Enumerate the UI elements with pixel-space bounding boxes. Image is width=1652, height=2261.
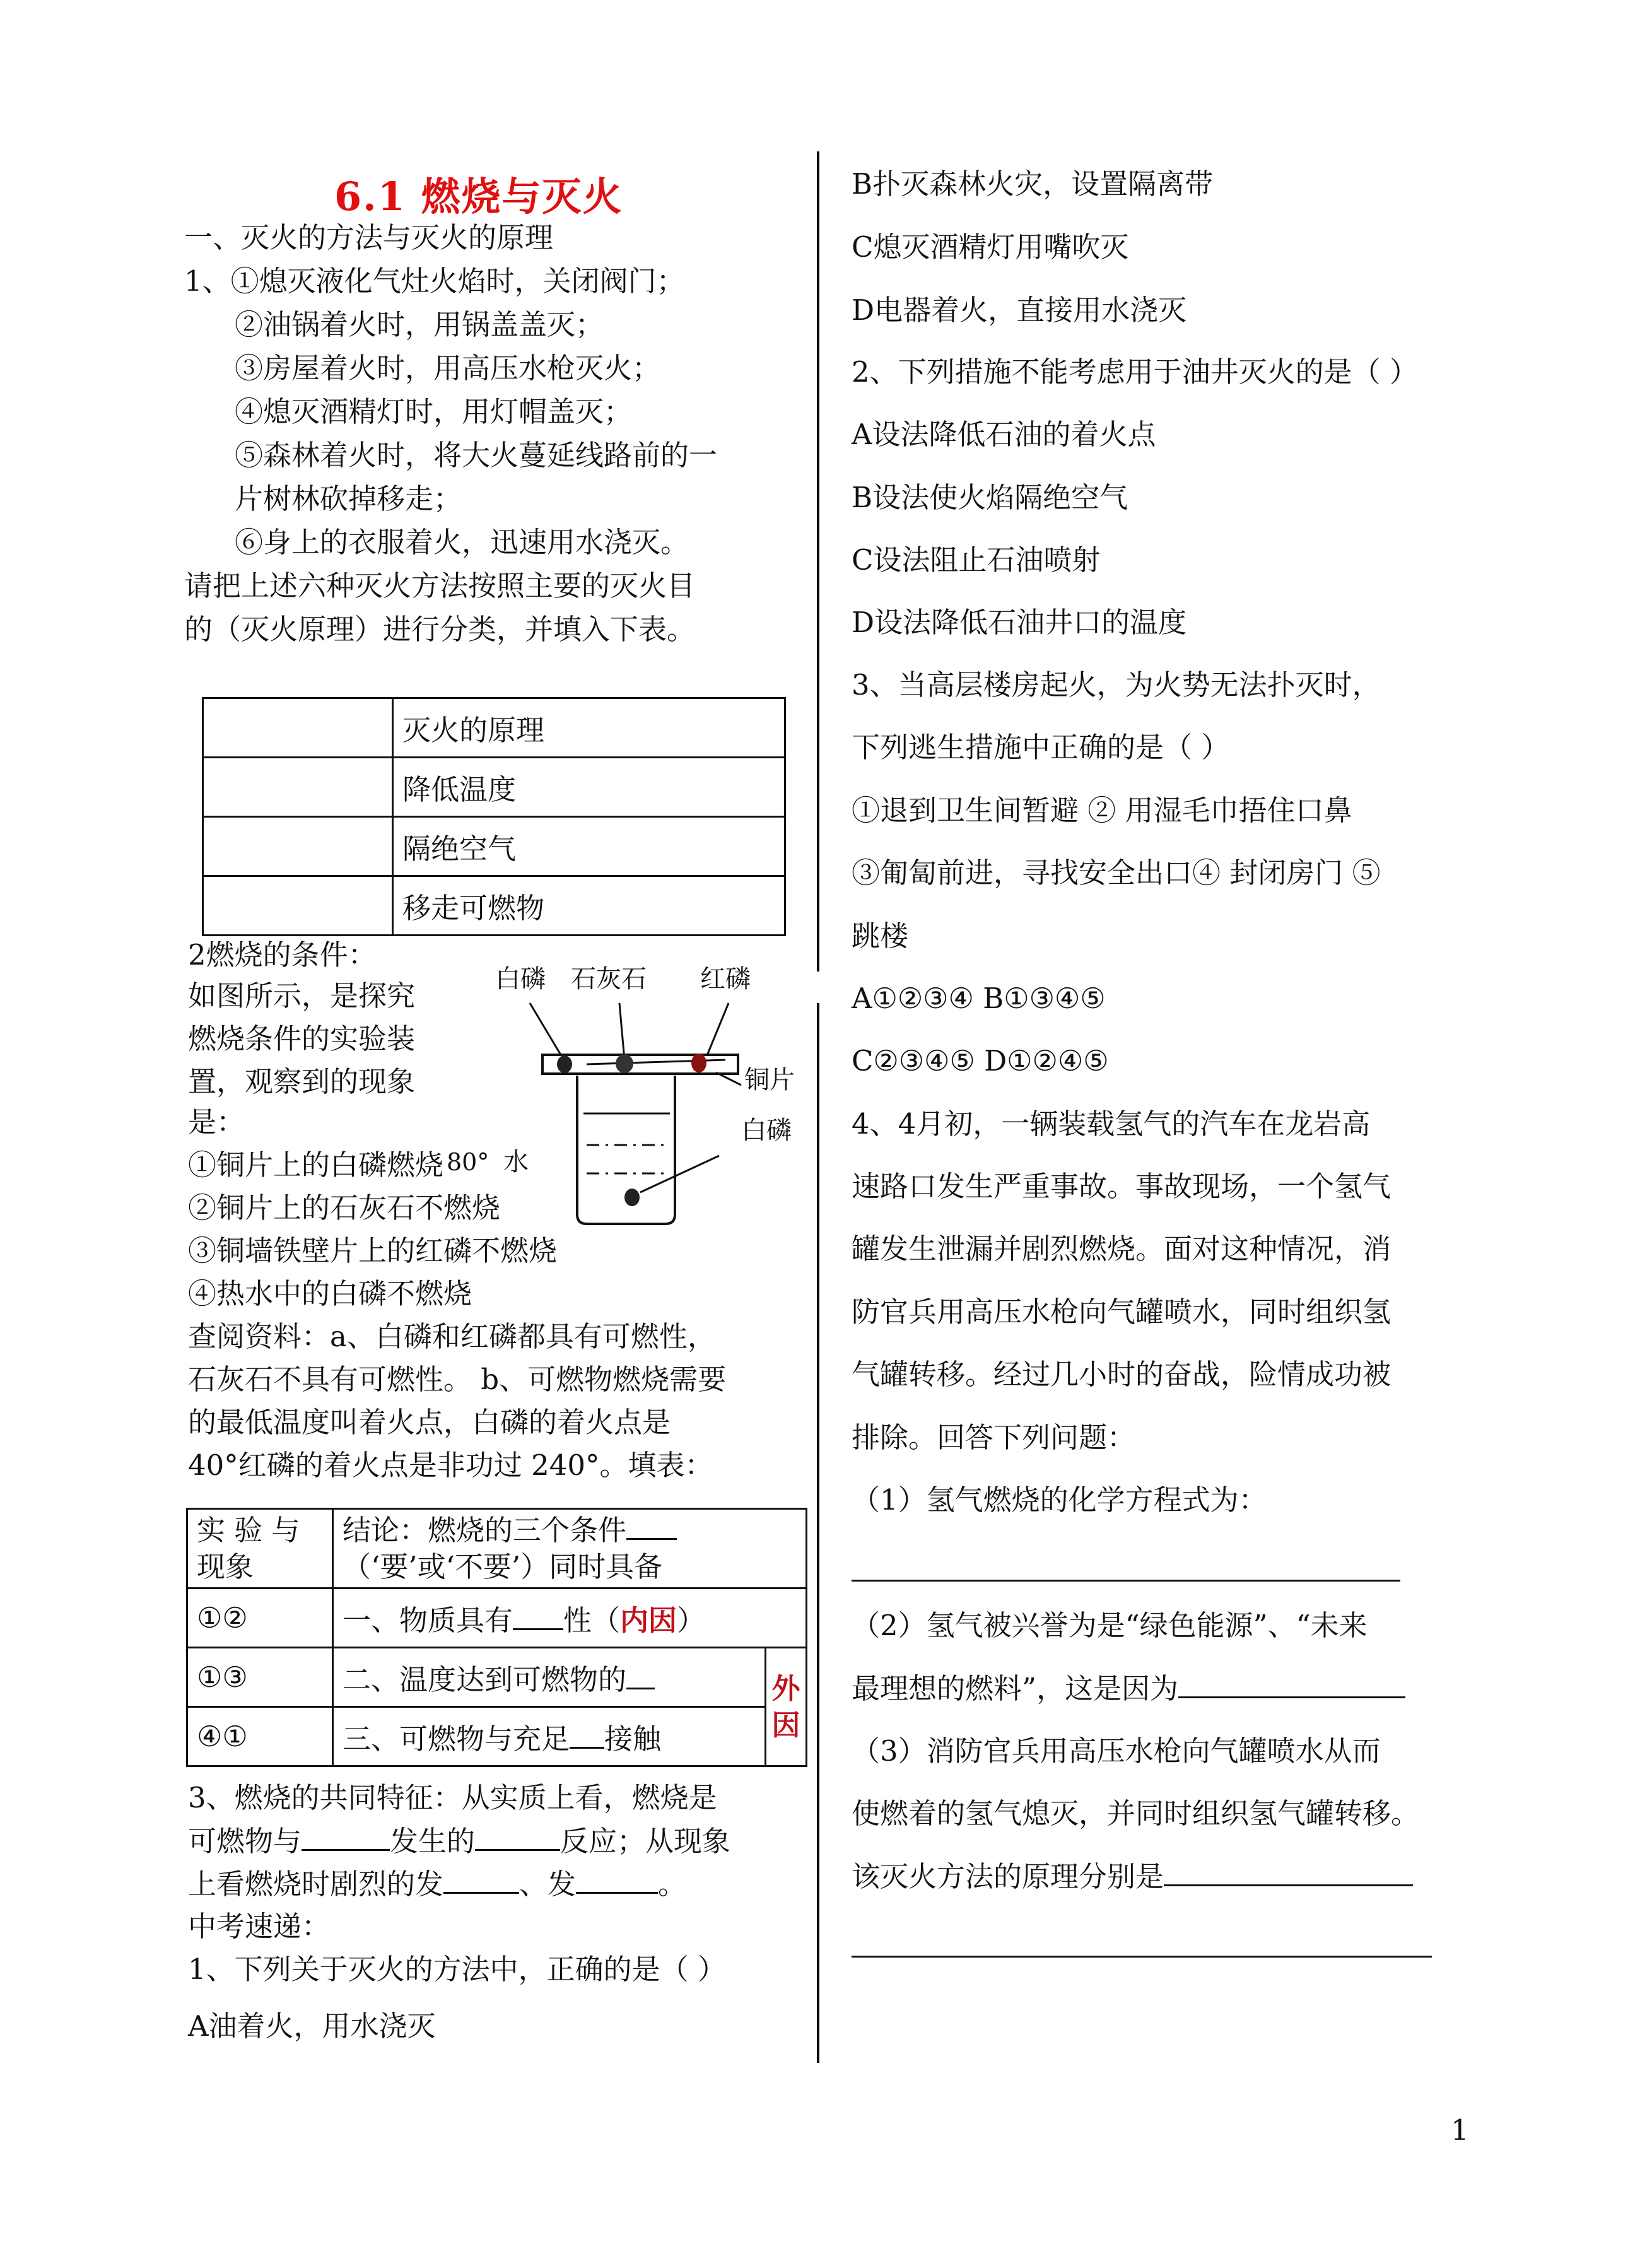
table-cell	[203, 698, 393, 758]
answer-blank[interactable]	[626, 1662, 655, 1689]
answer-blank[interactable]	[302, 1824, 390, 1851]
section2-desc: 如图所示，是探究	[188, 979, 416, 1013]
label-red-phosphorus: 红磷	[700, 965, 751, 994]
table-cell: 隔绝空气	[393, 817, 785, 876]
column-divider-top	[817, 151, 819, 972]
page-number: 1	[1451, 2113, 1469, 2147]
section2-heading: 2燃烧的条件：	[188, 938, 377, 972]
page-title: 6.1 燃烧与灭火	[334, 173, 623, 220]
exam-question: 3、当高层楼房起火，为火势无法扑灭时，	[852, 668, 1381, 702]
external-cause-cell: 外因	[766, 1648, 807, 1766]
exam-question: ①退到卫生间暂避 ② 用湿毛巾捂住口鼻	[852, 794, 1352, 827]
label-limestone: 石灰石	[571, 965, 647, 994]
section3-text: 反应；从现象	[560, 1824, 731, 1858]
exam-option: A设法降低石油的着火点	[852, 418, 1156, 451]
exam-question: 跳楼	[852, 919, 909, 953]
section3-line	[188, 1867, 686, 1901]
conditions-table	[186, 1508, 807, 1767]
answer-blank[interactable]	[1164, 1859, 1413, 1886]
exam-heading: 中考速递：	[188, 1910, 331, 1943]
q1-item: ③房屋着火时，用高压水枪灭火；	[235, 351, 661, 385]
condition-text: 性（	[563, 1604, 621, 1637]
table-cell: ④①	[187, 1707, 333, 1766]
condition-text: 三、可燃物与充足	[343, 1722, 570, 1756]
condition-text: 二、温度达到可燃物的	[343, 1663, 627, 1696]
q4-sub: 使燃着的氢气熄灭，并同时组织氢气罐转移。	[852, 1797, 1420, 1830]
condition-text: ）	[677, 1604, 706, 1637]
answer-blank[interactable]	[443, 1867, 519, 1894]
answer-line[interactable]	[852, 1956, 1432, 1958]
section3-line: 3、燃烧的共同特征：从实质上看，燃烧是	[188, 1781, 717, 1814]
limestone-dot	[616, 1054, 633, 1073]
section3-text: 发生的	[390, 1824, 476, 1858]
observation: ②铜片上的石灰石不燃烧	[188, 1191, 501, 1224]
label-white-phosphorus-water: 白磷	[741, 1116, 792, 1145]
exam-question: 1、下列关于灭火的方法中，正确的是（ ）	[188, 1953, 726, 1986]
q4-text: 速路口发生严重事故。事故现场，一个氢气	[852, 1170, 1391, 1203]
q4-text: 罐发生泄漏并剧烈燃烧。面对这种情况，消	[852, 1232, 1391, 1266]
table-cell	[333, 1589, 807, 1648]
q4-sub	[852, 1671, 1405, 1706]
answer-blank[interactable]	[626, 1513, 677, 1540]
section3-text: 可燃物与	[188, 1824, 302, 1858]
pointer-line	[619, 1003, 624, 1060]
reference-line: 的最低温度叫着火点，白磷的着火点是	[188, 1406, 671, 1439]
exam-question: ③匍匐前进，寻找安全出口④ 封闭房门 ⑤	[852, 856, 1381, 890]
reference-line: 查阅资料：a、白磷和红磷都具有可燃性，	[188, 1320, 716, 1353]
exam-option: D电器着火，直接用水浇灭	[852, 293, 1187, 327]
exam-option: D设法降低石油井口的温度	[852, 606, 1187, 639]
exam-option: C②③④⑤ D①②④⑤	[852, 1044, 1109, 1078]
q1-item: ②油锅着火时，用锅盖盖灭；	[235, 308, 604, 341]
table-cell: 降低温度	[393, 758, 785, 817]
condition-text: 一、物质具有	[343, 1604, 513, 1637]
observation: ①铜片上的白磷燃烧	[188, 1148, 444, 1182]
instruction-line: 的（灭火原理）进行分类，并填入下表。	[184, 613, 696, 646]
exam-option: C设法阻止石油喷射	[852, 543, 1101, 577]
exam-option: B设法使火焰隔绝空气	[852, 481, 1128, 514]
pointer-line	[705, 1003, 729, 1060]
section2-desc: 燃烧条件的实验装	[188, 1022, 416, 1055]
section3-text: 、发	[519, 1867, 577, 1901]
table-cell[interactable]	[203, 758, 393, 817]
table-cell: 移走可燃物	[393, 876, 785, 936]
exam-option: B扑灭森林火灾，设置隔离带	[852, 167, 1214, 201]
reference-line: 40°红磷的着火点是非功过 240°。填表：	[188, 1448, 713, 1482]
exam-question: 下列逃生措施中正确的是（ ）	[852, 731, 1230, 764]
table-cell[interactable]	[203, 876, 393, 936]
exam-option: A油着火，用水浇灭	[188, 2009, 436, 2043]
q4-sub: （1）氢气燃烧的化学方程式为：	[852, 1483, 1267, 1517]
q4-sub: （3）消防官兵用高压水枪向气罐喷水从而	[852, 1734, 1381, 1768]
conclusion-text: 结论：燃烧的三个条件	[343, 1513, 627, 1547]
answer-blank[interactable]	[570, 1722, 604, 1749]
section3-line	[188, 1824, 730, 1859]
label-white-phosphorus: 白磷	[495, 965, 546, 994]
reference-line: 石灰石不具有可燃性。 b、可燃物燃烧需要	[188, 1363, 727, 1396]
q1-item: ④熄灭酒精灯时，用灯帽盖灭；	[235, 395, 633, 428]
table-header-cell	[333, 1509, 807, 1589]
q4-text: 防官兵用高压水枪向气罐喷水，同时组织氢	[852, 1295, 1391, 1329]
answer-blank[interactable]	[513, 1603, 563, 1630]
principle-table	[202, 697, 786, 936]
table-cell: 灭火的原理	[393, 698, 785, 758]
condition-text: 接触	[604, 1722, 662, 1756]
internal-cause-label: 内因	[620, 1604, 677, 1637]
section1-heading: 一、灭火的方法与灭火的原理	[184, 221, 554, 254]
section3-text: 。	[658, 1867, 687, 1901]
red-phosphorus-dot	[691, 1054, 706, 1072]
table-cell[interactable]	[203, 817, 393, 876]
label-temperature: 80°	[447, 1148, 489, 1176]
answer-blank[interactable]	[475, 1824, 560, 1851]
table-cell	[333, 1648, 766, 1707]
label-copper: 铜片	[744, 1066, 795, 1095]
q1-item: 片树林砍掉移走；	[235, 482, 462, 515]
q4-sub-text: 最理想的燃料”，这是因为	[852, 1672, 1179, 1705]
table-cell	[333, 1707, 766, 1766]
answer-line[interactable]	[852, 1580, 1400, 1582]
exam-option: C熄灭酒精灯用嘴吹灭	[852, 230, 1129, 264]
white-phosphorus-in-water	[624, 1189, 640, 1206]
pointer-line	[530, 1003, 565, 1061]
q1-item: ⑤森林着火时，将大火蔓延线路前的一	[235, 438, 718, 472]
table-header-cell: 实 验 与 现象	[187, 1509, 333, 1589]
table-cell: ①②	[187, 1589, 333, 1648]
section3-text: 上看燃烧时剧烈的发	[188, 1867, 444, 1901]
observation: ④热水中的白磷不燃烧	[188, 1277, 472, 1310]
section2-desc: 置，观察到的现象	[188, 1065, 416, 1098]
conclusion-text: （‘要’或‘不要’）同时具备	[343, 1549, 663, 1583]
q1-intro: 1、①熄灭液化气灶火焰时，关闭阀门；	[184, 264, 685, 298]
table-cell: ①③	[187, 1648, 333, 1707]
exam-option: A①②③④ B①③④⑤	[852, 982, 1106, 1015]
instruction-line: 请把上述六种灭火方法按照主要的灭火目	[184, 569, 696, 602]
q4-text: 排除。回答下列问题：	[852, 1421, 1136, 1454]
answer-blank[interactable]	[1178, 1671, 1405, 1698]
q4-sub: （2）氢气被兴誉为是“绿色能源”、“未来	[852, 1609, 1368, 1642]
section2-desc: 是：	[188, 1105, 245, 1139]
label-water: 水	[503, 1148, 529, 1177]
observation: ③铜墙铁壁片上的红磷不燃烧	[188, 1234, 558, 1267]
q4-sub-text: 该灭火方法的原理分别是	[852, 1860, 1164, 1893]
q4-text: 4、4月初，一辆装载氢气的汽车在龙岩高	[852, 1107, 1371, 1141]
q1-item: ⑥身上的衣服着火，迅速用水浇灭。	[235, 526, 689, 559]
q4-text: 气罐转移。经过几小时的奋战，险情成功被	[852, 1358, 1391, 1391]
answer-blank[interactable]	[576, 1867, 658, 1894]
q4-sub	[852, 1859, 1413, 1894]
white-phosphorus-dot	[557, 1055, 572, 1073]
exam-question: 2、下列措施不能考虑用于油井灭火的是（ ）	[852, 355, 1418, 389]
